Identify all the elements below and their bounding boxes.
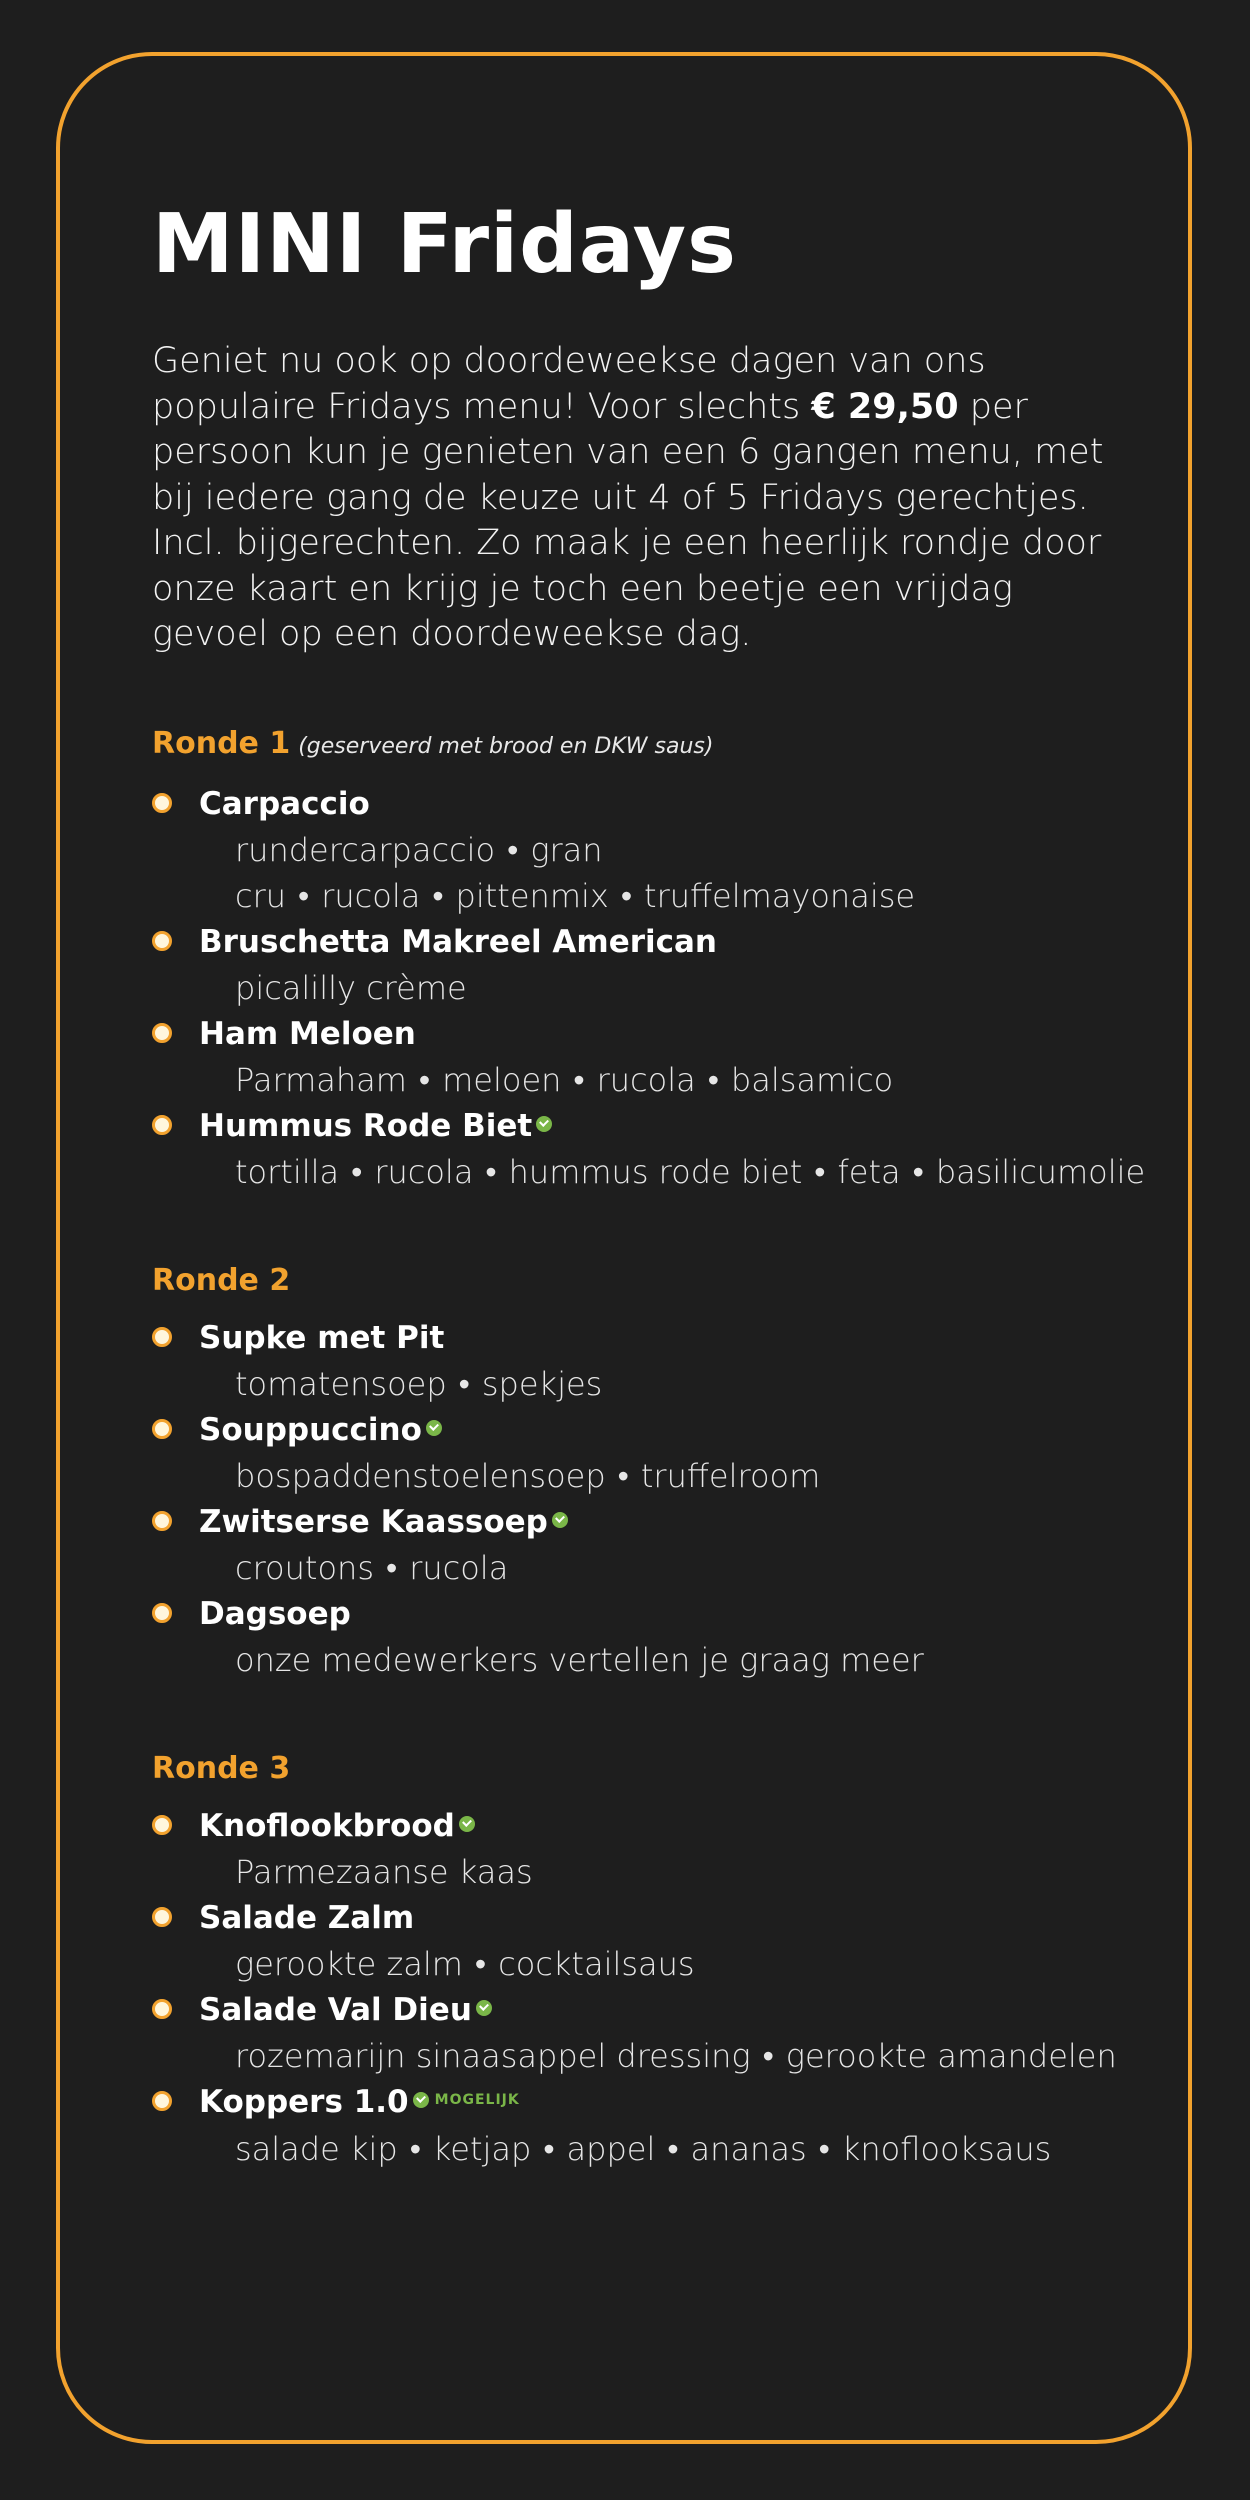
menu-item-name-text: Knoflookbrood (199, 1807, 455, 1844)
menu-item (152, 2079, 1152, 2173)
bullet-icon (152, 1907, 172, 1927)
menu-item-name (199, 781, 370, 827)
menu-item-name-text: Koppers 1.0 (199, 2083, 409, 2120)
separator-dot: • (573, 1060, 585, 1099)
menu-item (152, 919, 1152, 1011)
menu-item-name (199, 1011, 416, 1057)
bullet-icon (152, 1023, 172, 1043)
separator-dot: • (351, 1152, 363, 1191)
separator-dot: • (409, 2130, 421, 2168)
ingredient: Parmezaanse kaas (235, 1852, 533, 1891)
menu-item-description (199, 2126, 1152, 2172)
separator-dot: • (617, 1456, 629, 1495)
vegetarian-check-icon (459, 1816, 475, 1832)
ingredient: ananas (690, 2130, 807, 2168)
round-items (152, 1803, 1152, 2173)
ingredient: hummus rode biet (508, 1152, 803, 1191)
ingredient: croutons (235, 1548, 374, 1587)
round-title (152, 724, 1152, 767)
ingredient: rucola (374, 1152, 474, 1191)
menu-item (152, 1407, 1152, 1499)
menu-content (152, 195, 1152, 2172)
bullet-icon (152, 1815, 172, 1835)
vegetarian-check-icon (426, 1420, 442, 1436)
intro-text (152, 339, 1112, 658)
menu-item (152, 1591, 1152, 1683)
round-title-text: Ronde 3 (152, 1750, 291, 1786)
menu-item-name-text: Zwitserse Kaassoep (199, 1503, 548, 1540)
menu-item-name-text: Bruschetta Makreel American (199, 923, 717, 960)
separator-dot: • (458, 1364, 470, 1403)
separator-dot: • (418, 1060, 431, 1099)
bullet-icon (152, 1999, 172, 2019)
menu-item-description (199, 1057, 1152, 1103)
page-title: MINI Fridays (152, 197, 737, 292)
bullet-icon (152, 1511, 172, 1531)
menu-item-name (199, 1895, 414, 1941)
menu-item-name (199, 1803, 475, 1849)
ingredient: basilicumolie (935, 1152, 1146, 1191)
rounds-list (152, 724, 1152, 2173)
separator-dot: • (707, 1060, 719, 1099)
vegetarian-check-icon (536, 1116, 552, 1132)
ingredient: knoflooksaus (841, 2130, 1052, 2168)
ingredient: bospaddenstoelensoep (235, 1456, 606, 1495)
menu-item-description (199, 1149, 1152, 1195)
ingredient: onze medewerkers vertellen je graag meer (235, 1640, 924, 1679)
round-title-text: Ronde 1 (152, 725, 291, 761)
bullet-icon (152, 2091, 172, 2111)
vegetarian-check-icon (476, 2000, 492, 2016)
separator-dot: • (814, 1152, 826, 1191)
ingredient: truffelmayonaise (644, 876, 916, 915)
menu-item-name (199, 919, 717, 965)
menu-item-description (199, 965, 1152, 1011)
menu-item-description (199, 1453, 1152, 1499)
ingredient: cocktailsaus (498, 1944, 695, 1983)
separator-dot: • (818, 2130, 830, 2168)
bullet-icon (152, 1419, 172, 1439)
ingredient: salade kip (235, 2130, 398, 2168)
ingredient: gran cru (235, 830, 603, 915)
vegetarian-check-icon (413, 2092, 429, 2108)
menu-item-description (199, 2033, 1152, 2079)
menu-item-name (199, 1103, 552, 1149)
ingredient: truffelroom (640, 1456, 821, 1495)
separator-dot: • (762, 2036, 774, 2075)
menu-item-name (199, 2079, 520, 2127)
menu-item-description (199, 1941, 1152, 1987)
separator-dot: • (667, 2130, 679, 2168)
vegetarian-check-icon (552, 1512, 568, 1528)
menu-item-name (199, 1407, 442, 1453)
bullet-icon (152, 1603, 172, 1623)
menu-item (152, 1103, 1152, 1195)
menu-item (152, 1011, 1152, 1103)
bullet-icon (152, 1327, 172, 1347)
menu-item-description (199, 1545, 1152, 1591)
separator-dot: • (507, 830, 519, 869)
ingredient: ketjap (432, 2130, 532, 2168)
ingredient: rozemarijn sinaasappel dressing (235, 2036, 751, 2075)
round-section (152, 1749, 1152, 2173)
ingredient: rucola (409, 1548, 509, 1587)
separator-dot: • (912, 1152, 924, 1191)
round-title (152, 1261, 1152, 1301)
separator-dot: • (485, 1152, 497, 1191)
menu-item-name-text: Salade Zalm (199, 1899, 415, 1936)
separator-dot: • (620, 876, 633, 915)
menu-item-description (199, 1361, 1152, 1407)
round-section (152, 724, 1152, 1195)
separator-dot: • (432, 876, 444, 915)
menu-item (152, 1315, 1152, 1407)
menu-item-name (199, 1591, 351, 1637)
ingredient: balsamico (730, 1060, 894, 1099)
bullet-icon (152, 1115, 172, 1135)
menu-item-name (199, 1315, 444, 1361)
separator-dot: • (474, 1944, 487, 1983)
ingredient: gerookte amandelen (785, 2036, 1117, 2075)
menu-item (152, 1987, 1152, 2079)
intro-before: Geniet nu ook op doordeweekse dagen van ons populaire Fridays menu! Voor slechts (152, 341, 986, 427)
ingredient: tomatensoep (235, 1364, 447, 1403)
round-note: (geserveerd met brood en DKW saus) (298, 733, 714, 759)
ingredient: feta (837, 1152, 901, 1191)
menu-item-name-text: Ham Meloen (199, 1015, 416, 1052)
menu-item (152, 1803, 1152, 1895)
round-title (152, 1749, 1152, 1789)
separator-dot: • (543, 2130, 555, 2168)
intro-price: € 29,50 (811, 386, 959, 427)
round-title-text: Ronde 2 (152, 1262, 291, 1298)
vegetarian-possible-tag: MOGELIJK (434, 2092, 520, 2108)
menu-item-name (199, 1499, 568, 1545)
ingredient: picalilly crème (235, 968, 467, 1007)
menu-item-name-text: Salade Val Dieu (199, 1991, 472, 2028)
menu-item-name-text: Carpaccio (199, 785, 370, 822)
menu-item-description (199, 1637, 1152, 1683)
menu-item (152, 1895, 1152, 1987)
bullet-icon (152, 931, 172, 951)
ingredient: rundercarpaccio (235, 830, 496, 869)
ingredient: tortilla (235, 1152, 340, 1191)
ingredient: rucola (321, 876, 421, 915)
ingredient: appel (566, 2130, 656, 2168)
menu-item-name-text: Dagsoep (199, 1595, 351, 1632)
menu-item-name-text: Supke met Pit (199, 1319, 445, 1356)
menu-item (152, 1499, 1152, 1591)
menu-item-description (199, 827, 1152, 919)
menu-item-name-text: Hummus Rode Biet (199, 1107, 533, 1144)
menu-item-name-text: Souppuccino (199, 1411, 422, 1448)
intro-after: per persoon kun je genieten van een 6 gangen menu, met bij iedere gang de keuze uit 4 of 5 Fridays gerechtjes. Incl. bijgerechten. Zo maak je een heerlijk rondje door onze kaart en krijg je toch een beetje een vrijdag gevoel op een doordeweekse dag. (152, 386, 1104, 654)
round-section (152, 1261, 1152, 1683)
bullet-icon (152, 793, 172, 813)
ingredient: spekjes (481, 1364, 603, 1403)
separator-dot: • (298, 876, 310, 915)
menu-item-name (199, 1987, 492, 2033)
ingredient: rucola (596, 1060, 696, 1099)
round-items (152, 1315, 1152, 1683)
ingredient: Parmaham (235, 1060, 407, 1099)
ingredient: gerookte zalm (235, 1944, 463, 1983)
ingredient: meloen (442, 1060, 562, 1099)
menu-item (152, 781, 1152, 919)
round-items (152, 781, 1152, 1195)
ingredient: pittenmix (455, 876, 609, 915)
separator-dot: • (385, 1548, 398, 1587)
menu-item-description (199, 1849, 1152, 1895)
